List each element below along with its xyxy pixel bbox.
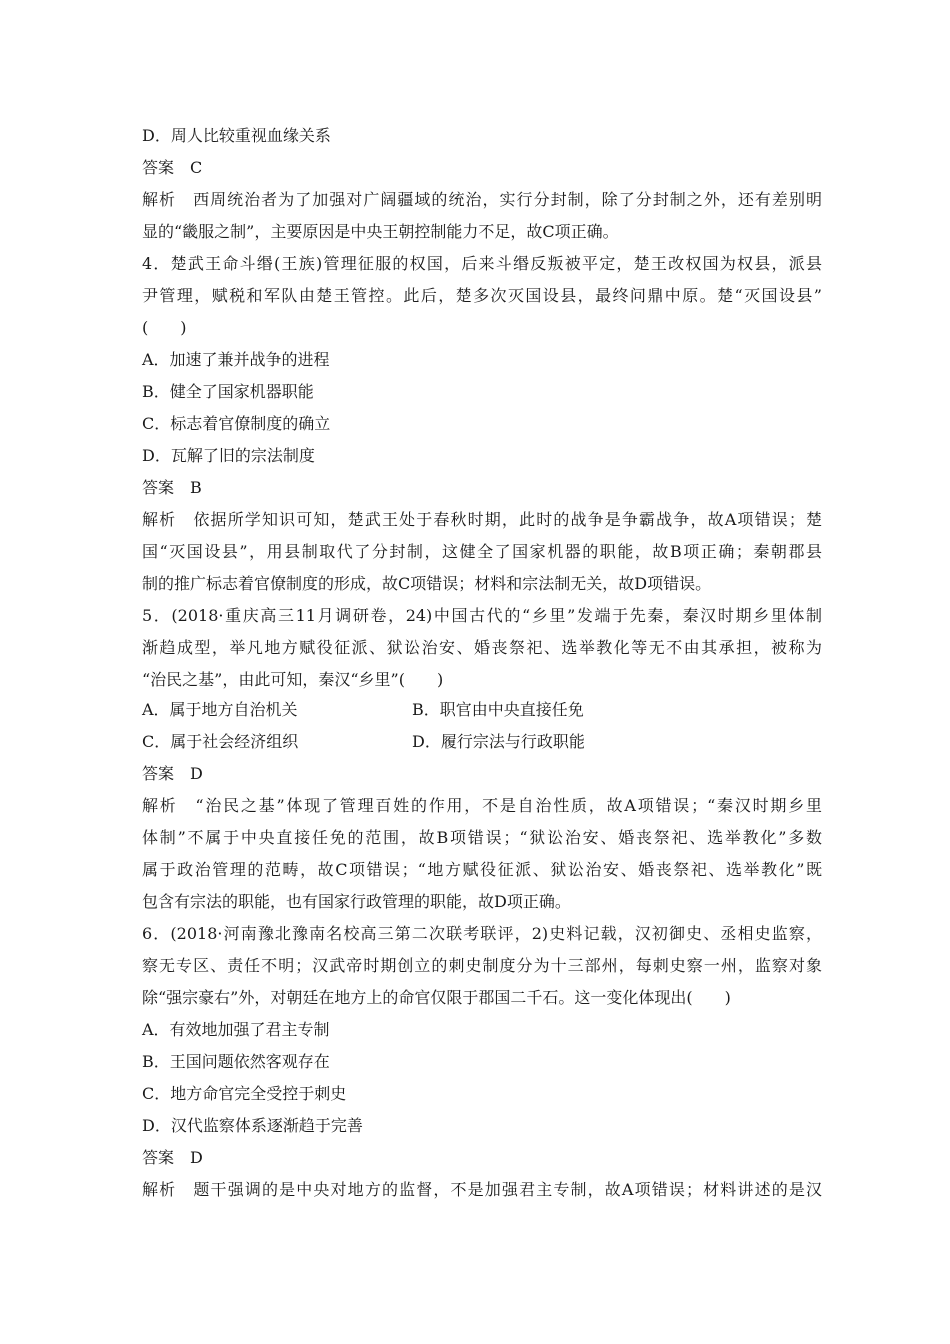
- q4-stem-line: 尹管理，赋税和军队由楚王管控。此后，楚多次灭国设县，最终问鼎中原。楚“灭国设县”: [142, 286, 822, 305]
- q6-stem-line: 察无专区、责任不明；汉武帝时期创立的刺史制度分为十三部州，每刺史察一州，监察对象: [142, 956, 822, 975]
- q6-stem-line: 除“强宗豪右”外，对朝廷在地方上的命官仅限于郡国二千石。这一变化体现出( ): [142, 988, 731, 1007]
- q5-option-b: B．职官由中央直接任免: [412, 700, 584, 719]
- q5-analysis-line: 解析 “治民之基”体现了管理百姓的作用，不是自治性质，故A项错误；“秦汉时期乡里: [142, 796, 822, 815]
- q5-stem-line: “治民之基”，由此可知，秦汉“乡里”( ): [142, 670, 444, 689]
- q6-option-a: A．有效地加强了君主专制: [142, 1020, 330, 1039]
- q5-stem-line: 渐趋成型，举凡地方赋役征派、狱讼治安、婚丧祭祀、选举教化等无不由其承担，被称为: [142, 638, 822, 657]
- q6-analysis-line: 解析 题干强调的是中央对地方的监督，不是加强君主专制，故A项错误；材料讲述的是汉: [142, 1180, 822, 1199]
- q6-answer: 答案 D: [142, 1148, 203, 1167]
- q5-analysis-line: 体制”不属于中央直接任免的范围，故B项错误；“狱讼治安、婚丧祭祀、选举教化”多数: [142, 828, 822, 847]
- q3-analysis-line: 解析 西周统治者为了加强对广阔疆域的统治，实行分封制，除了分封制之外，还有差别明: [142, 190, 822, 209]
- q4-option-c: C．标志着官僚制度的确立: [142, 414, 331, 433]
- q4-stem-line: 4．楚武王命斗缗(王族)管理征服的权国，后来斗缗反叛被平定，楚王改权国为权县，派县: [142, 254, 822, 273]
- q6-stem-line: 6．(2018·河南豫北豫南名校高三第二次联考联评，2)史料记载，汉初御史、丞相史监察，: [142, 924, 822, 943]
- q3-analysis-line: 显的“畿服之制”，主要原因是中央王朝控制能力不足，故C项正确。: [142, 222, 619, 241]
- q3-option-d: D．周人比较重视血缘关系: [142, 126, 331, 145]
- q6-option-c: C．地方命官完全受控于刺史: [142, 1084, 347, 1103]
- q5-option-d: D．履行宗法与行政职能: [412, 732, 585, 751]
- q6-option-d: D．汉代监察体系逐渐趋于完善: [142, 1116, 363, 1135]
- q5-option-c: C．属于社会经济组织: [142, 732, 299, 751]
- q4-analysis-line: 解析 依据所学知识可知，楚武王处于春秋时期，此时的战争是争霸战争，故A项错误；楚: [142, 510, 822, 529]
- q3-answer: 答案 C: [142, 158, 203, 177]
- q4-analysis-line: 制的推广标志着官僚制度的形成，故C项错误；材料和宗法制无关，故D项错误。: [142, 574, 712, 593]
- q4-analysis-line: 国“灭国设县”，用县制取代了分封制，这健全了国家机器的职能，故B项正确；秦朝郡县: [142, 542, 822, 561]
- q4-option-d: D．瓦解了旧的宗法制度: [142, 446, 315, 465]
- q6-option-b: B．王国问题依然客观存在: [142, 1052, 330, 1071]
- q4-option-a: A．加速了兼并战争的进程: [142, 350, 330, 369]
- q5-stem-line: 5．(2018·重庆高三11月调研卷，24)中国古代的“乡里”发端于先秦，秦汉时期乡里体制: [142, 606, 822, 625]
- q5-analysis-line: 包含有宗法的职能，也有国家行政管理的职能，故D项正确。: [142, 892, 571, 911]
- q5-analysis-line: 属于政治管理的范畴，故C项错误；“地方赋役征派、狱讼治安、婚丧祭祀、选举教化”既: [142, 860, 822, 879]
- q5-answer: 答案 D: [142, 764, 203, 783]
- q4-stem-line: ( ): [142, 318, 187, 337]
- q5-option-a: A．属于地方自治机关: [142, 700, 298, 719]
- q4-option-b: B．健全了国家机器职能: [142, 382, 314, 401]
- q4-answer: 答案 B: [142, 478, 202, 497]
